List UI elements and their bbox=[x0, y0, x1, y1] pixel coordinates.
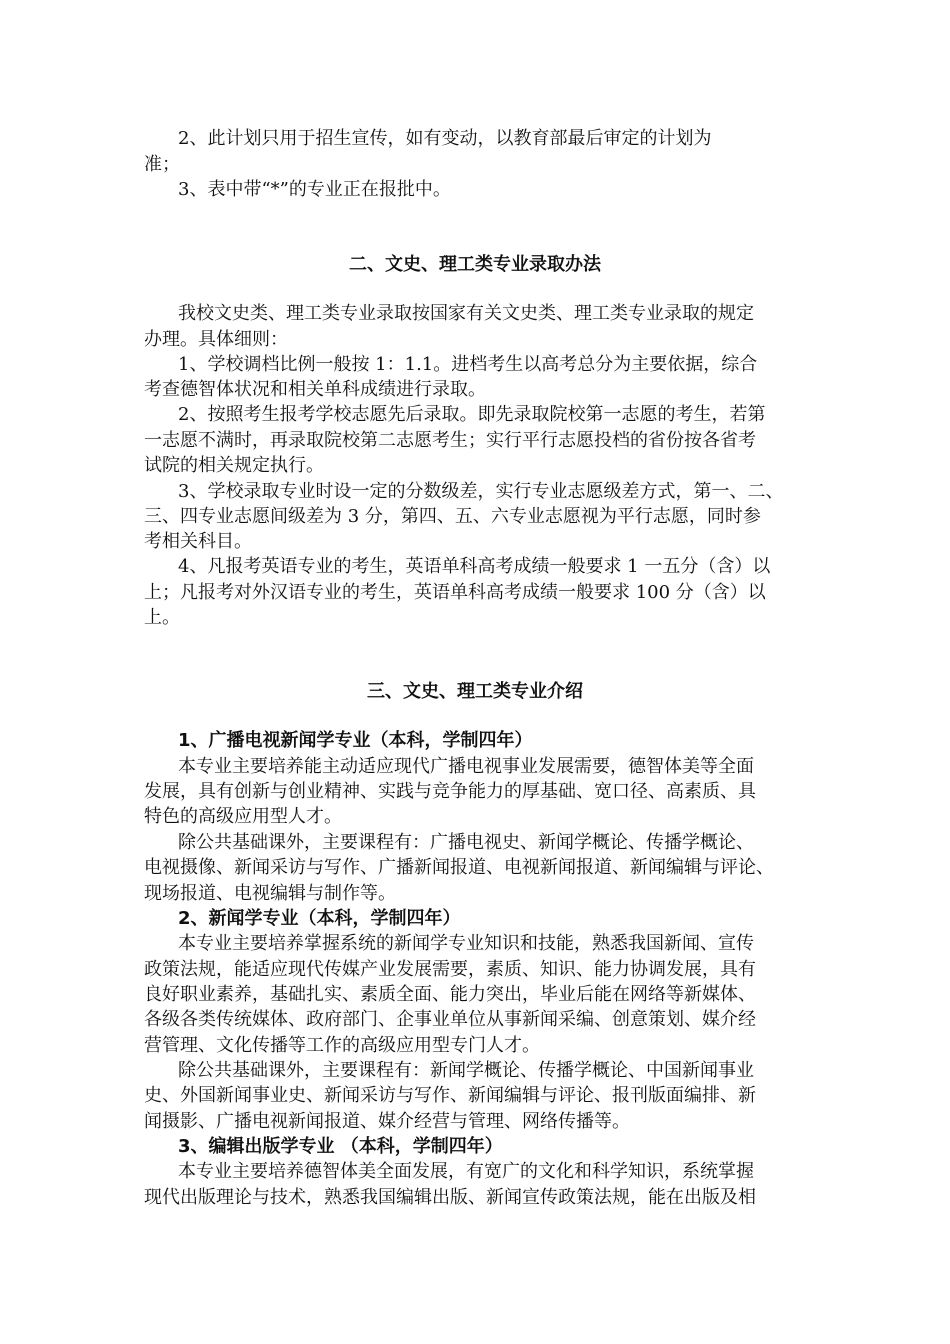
paragraph-line: 4、凡报考英语专业的考生，英语单科高考成绩一般要求 1 一五分（含）以 bbox=[178, 556, 771, 577]
section-heading: 三、文史、理工类专业介绍 bbox=[367, 681, 583, 702]
paragraph-line: 本专业主要培养德智体美全面发展，有宽广的文化和科学知识，系统掌握 bbox=[178, 1161, 754, 1182]
paragraph-line: 考查德智体状况和相关单科成绩进行录取。 bbox=[144, 379, 486, 400]
paragraph-line: 上。 bbox=[144, 607, 180, 628]
paragraph-line: 电视摄像、新闻采访与写作、广播新闻报道、电视新闻报道、新闻编辑与评论、 bbox=[144, 857, 774, 878]
paragraph-line: 一志愿不满时，再录取院校第二志愿考生；实行平行志愿投档的省份按各省考 bbox=[144, 430, 756, 451]
paragraph-line: 本专业主要培养掌握系统的新闻学专业知识和技能，熟悉我国新闻、宣传 bbox=[178, 933, 754, 954]
paragraph-line: 2、按照考生报考学校志愿先后录取。即先录取院校第一志愿的考生，若第 bbox=[178, 404, 766, 425]
note-line: 准； bbox=[144, 154, 180, 175]
paragraph-line: 3、学校录取专业时设一定的分数级差，实行专业志愿级差方式，第一、二、 bbox=[178, 481, 784, 502]
paragraph-line: 闻摄影、广播电视新闻报道、媒介经营与管理、网络传播等。 bbox=[144, 1111, 630, 1132]
paragraph-line: 除公共基础课外，主要课程有：新闻学概论、传播学概论、中国新闻事业 bbox=[178, 1060, 754, 1081]
paragraph-line: 各级各类传统媒体、政府部门、企事业单位从事新闻采编、创意策划、媒介经 bbox=[144, 1009, 756, 1030]
paragraph-line: 三、四专业志愿间级差为 3 分，第四、五、六专业志愿视为平行志愿，同时参 bbox=[144, 506, 761, 527]
major-title: 3、编辑出版学专业 （本科，学制四年） bbox=[178, 1136, 503, 1157]
paragraph-line: 现场报道、电视编辑与制作等。 bbox=[144, 883, 396, 904]
paragraph-line: 史、外国新闻事业史、新闻采访与写作、新闻编辑与评论、报刊版面编排、新 bbox=[144, 1085, 756, 1106]
paragraph-line: 特色的高级应用型人才。 bbox=[144, 806, 342, 827]
paragraph-line: 现代出版理论与技术，熟悉我国编辑出版、新闻宣传政策法规，能在出版及相 bbox=[144, 1187, 756, 1208]
paragraph-line: 营管理、文化传播等工作的高级应用型专门人才。 bbox=[144, 1035, 540, 1056]
paragraph-line: 考相关科目。 bbox=[144, 531, 252, 552]
paragraph-line: 上；凡报考对外汉语专业的考生，英语单科高考成绩一般要求 100 分（含）以 bbox=[144, 582, 766, 603]
paragraph-line: 除公共基础课外，主要课程有：广播电视史、新闻学概论、传播学概论、 bbox=[178, 832, 754, 853]
major-title: 2、新闻学专业（本科，学制四年） bbox=[178, 908, 461, 929]
paragraph-line: 本专业主要培养能主动适应现代广播电视事业发展需要，德智体美等全面 bbox=[178, 756, 754, 777]
paragraph-line: 办理。具体细则： bbox=[144, 329, 288, 350]
paragraph-line: 1、学校调档比例一般按 1：1.1。进档考生以高考总分为主要依据，综合 bbox=[178, 354, 758, 375]
paragraph-line: 我校文史类、理工类专业录取按国家有关文史类、理工类专业录取的规定 bbox=[178, 303, 754, 324]
note-line: 2、此计划只用于招生宣传，如有变动，以教育部最后审定的计划为 bbox=[178, 128, 712, 149]
paragraph-line: 良好职业素养，基础扎实、素质全面、能力突出，毕业后能在网络等新媒体、 bbox=[144, 984, 756, 1005]
paragraph-line: 发展，具有创新与创业精神、实践与竞争能力的厚基础、宽口径、高素质、具 bbox=[144, 781, 756, 802]
section-heading: 二、文史、理工类专业录取办法 bbox=[349, 254, 601, 275]
paragraph-line: 试院的相关规定执行。 bbox=[144, 455, 324, 476]
paragraph-line: 政策法规，能适应现代传媒产业发展需要，素质、知识、能力协调发展，具有 bbox=[144, 959, 756, 980]
note-line: 3、表中带“*”的专业正在报批中。 bbox=[178, 179, 451, 200]
major-title: 1、广播电视新闻学专业（本科，学制四年） bbox=[178, 730, 533, 751]
